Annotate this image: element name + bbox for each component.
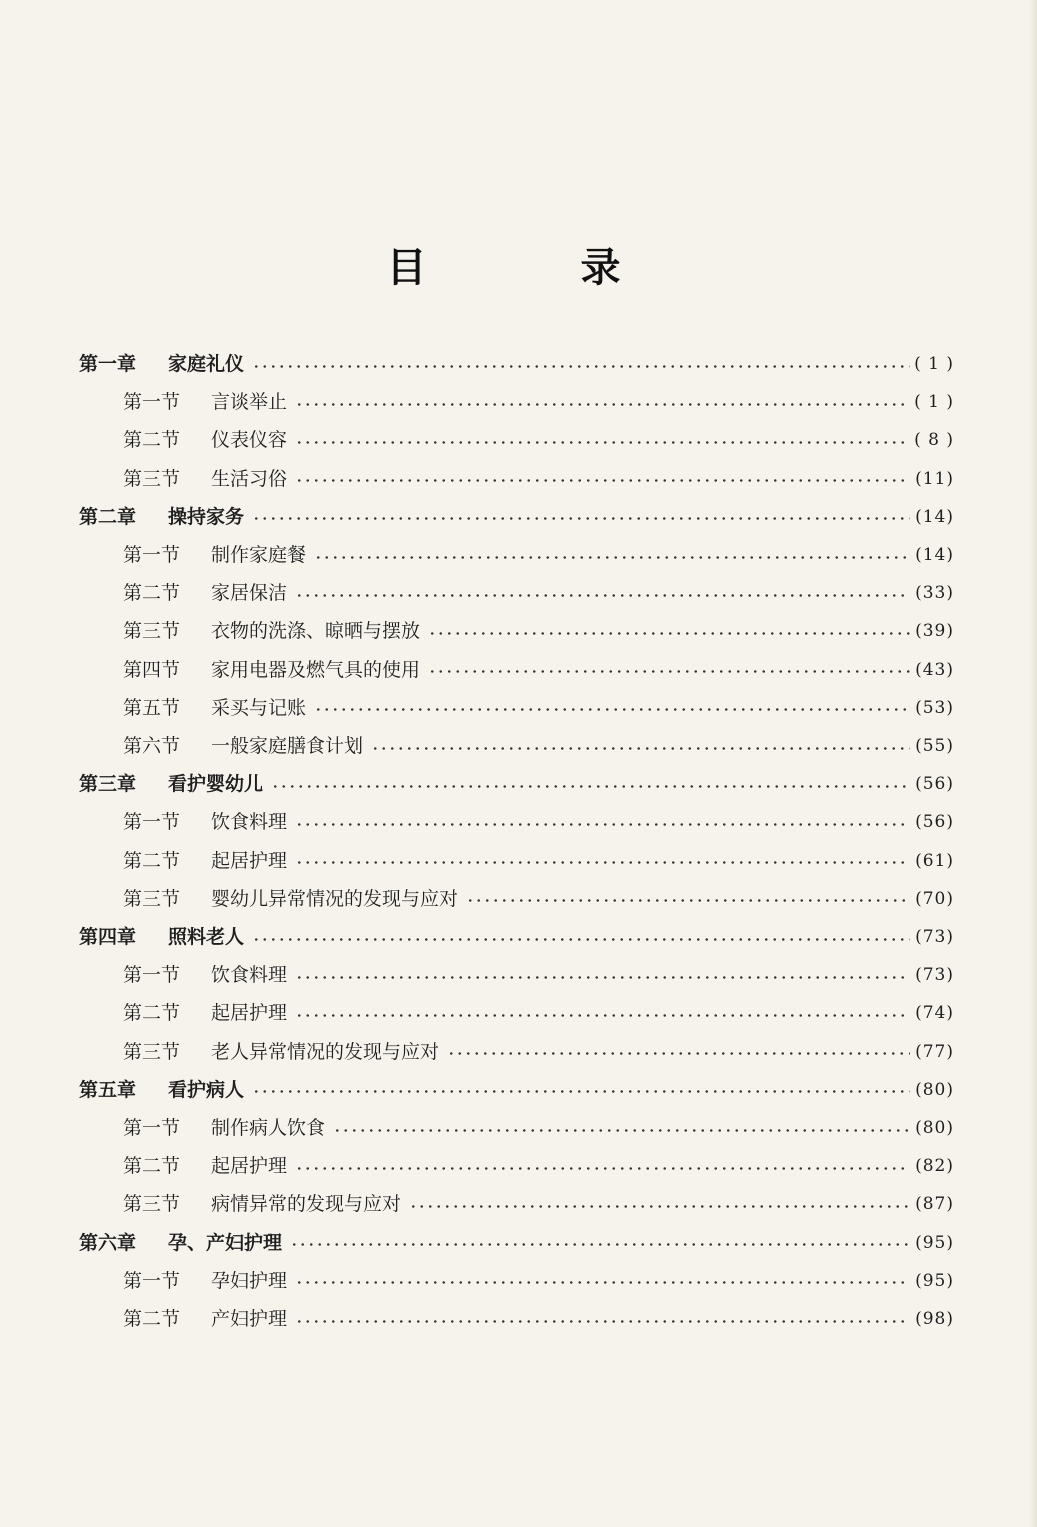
toc-page-number: (33)	[915, 583, 954, 604]
toc-entry-title: 制作病人饮食	[211, 1117, 326, 1139]
toc-chapter-row[interactable]	[79, 765, 954, 803]
toc-entry-number: 第三节	[123, 1040, 181, 1063]
dot-leader	[295, 594, 910, 597]
toc-section-row[interactable]	[123, 460, 954, 498]
toc-page-number: ( 8 )	[914, 430, 954, 451]
toc-section-row[interactable]	[123, 1109, 954, 1147]
toc-section-row[interactable]	[123, 651, 954, 689]
toc-page-number: ( 1 )	[914, 354, 954, 374]
toc-section-row[interactable]	[123, 1262, 954, 1300]
dot-leader	[409, 1205, 910, 1208]
toc-entry-title: 看护病人	[168, 1078, 245, 1101]
toc-entry-number: 第四章	[79, 926, 137, 948]
toc-entry-title: 一般家庭膳食计划	[211, 735, 364, 757]
toc-entry-number: 第五章	[79, 1078, 137, 1101]
toc-page-number: (53)	[915, 697, 954, 718]
dot-leader	[252, 517, 910, 520]
dot-leader	[295, 976, 910, 979]
toc-entry-title: 饮食料理	[211, 811, 288, 834]
toc-page-number: (14)	[915, 545, 954, 565]
toc-section-row[interactable]	[123, 880, 954, 918]
dot-leader	[295, 1014, 910, 1017]
dot-leader	[295, 441, 910, 444]
toc-entry-number: 第二节	[123, 429, 181, 452]
dot-leader	[295, 1167, 910, 1170]
toc-entry-number: 第四节	[123, 658, 181, 681]
dot-leader	[295, 1281, 910, 1284]
toc-entry-number: 第六章	[79, 1231, 137, 1254]
dot-leader	[252, 1090, 910, 1093]
toc-section-row[interactable]	[123, 727, 954, 765]
toc-entry-title: 起居护理	[211, 1002, 288, 1025]
toc-chapter-row[interactable]	[79, 1071, 954, 1109]
page-title: 目 录	[386, 245, 691, 291]
toc-page-number: (95)	[915, 1232, 954, 1253]
toc-page-number: (43)	[915, 659, 954, 680]
toc-entry-title: 照料老人	[168, 926, 245, 948]
dot-leader	[295, 823, 910, 826]
toc-page-number: (95)	[915, 1270, 954, 1291]
toc-section-row[interactable]	[123, 1033, 954, 1071]
toc-section-row[interactable]	[123, 689, 954, 727]
toc-page-number: (73)	[915, 927, 954, 947]
toc-entry-title: 生活习俗	[211, 467, 288, 490]
toc-entry-title: 衣物的洗涤、晾晒与摆放	[211, 620, 421, 643]
dot-leader	[295, 403, 910, 406]
dot-leader	[333, 1129, 910, 1132]
toc-page-number: (73)	[915, 965, 954, 986]
dot-leader	[295, 479, 910, 482]
toc-section-row[interactable]	[123, 421, 954, 459]
toc-chapter-row[interactable]	[79, 498, 954, 536]
toc-entry-title: 制作家庭餐	[211, 544, 307, 566]
toc-chapter-row[interactable]	[79, 918, 954, 956]
toc-page-number: (61)	[915, 850, 954, 871]
toc-entry-number: 第一章	[79, 353, 137, 375]
dot-leader	[295, 861, 910, 864]
toc-section-row[interactable]	[123, 994, 954, 1032]
toc-section-row[interactable]	[123, 1185, 954, 1223]
toc-page-number: (80)	[915, 1079, 954, 1100]
toc-entry-number: 第二章	[79, 505, 137, 528]
toc-entry-title: 看护婴幼儿	[168, 773, 264, 796]
dot-leader	[295, 1320, 910, 1323]
dot-leader	[252, 938, 910, 941]
dot-leader	[466, 899, 910, 902]
toc-page-number: (56)	[915, 812, 954, 833]
toc-entry-number: 第二节	[123, 582, 181, 605]
toc-entry-title: 家居保洁	[211, 582, 288, 605]
dot-leader	[271, 785, 910, 788]
toc-entry-number: 第三节	[123, 467, 181, 490]
dot-leader	[290, 1243, 910, 1246]
toc-entry-number: 第五节	[123, 696, 181, 719]
toc-entry-number: 第二节	[123, 1308, 181, 1330]
toc-chapter-row[interactable]	[79, 345, 954, 383]
toc-section-row[interactable]	[123, 574, 954, 612]
toc-entry-number: 第三节	[123, 620, 181, 643]
toc-entry-number: 第六节	[123, 735, 181, 757]
toc-page-number: (80)	[915, 1118, 954, 1138]
toc-entry-title: 婴幼儿异常情况的发现与应对	[211, 887, 459, 910]
toc-page-number: (77)	[915, 1041, 954, 1062]
page-edge	[1029, 0, 1037, 1527]
toc-entry-title: 饮食料理	[211, 964, 288, 987]
toc-entry-title: 孕妇护理	[211, 1269, 288, 1292]
toc-page-number: (74)	[915, 1003, 954, 1024]
toc-entry-number: 第三节	[123, 1193, 181, 1216]
toc-section-row[interactable]	[123, 1147, 954, 1185]
dot-leader	[428, 670, 910, 673]
toc-page-number: (82)	[915, 1156, 954, 1177]
toc-section-row[interactable]	[123, 1300, 954, 1338]
toc-entry-title: 采买与记账	[211, 696, 307, 719]
toc-page-number: (39)	[915, 621, 954, 642]
toc-entry-number: 第二节	[123, 1002, 181, 1025]
toc-chapter-row[interactable]	[79, 1224, 954, 1262]
toc-entry-title: 仪表仪容	[211, 429, 288, 452]
toc-page-number: (14)	[915, 506, 954, 527]
toc-entry-number: 第一节	[123, 391, 181, 414]
toc-page-number: ( 1 )	[914, 392, 954, 413]
toc-page-number: (55)	[915, 736, 954, 756]
toc-entry-title: 产妇护理	[211, 1308, 288, 1330]
toc-entry-number: 第二节	[123, 849, 181, 872]
toc-entry-title: 家用电器及燃气具的使用	[211, 658, 421, 681]
dot-leader	[428, 632, 910, 635]
toc-section-row[interactable]	[123, 612, 954, 650]
toc-entry-title: 老人异常情况的发现与应对	[211, 1040, 440, 1063]
toc-entry-title: 病情异常的发现与应对	[211, 1193, 402, 1216]
toc-entry-title: 操持家务	[168, 505, 245, 528]
toc-section-row[interactable]	[123, 956, 954, 994]
toc-page-number: (56)	[915, 774, 954, 795]
toc-entry-title: 孕、产妇护理	[168, 1231, 283, 1254]
toc-section-row[interactable]	[123, 842, 954, 880]
toc-entry-title: 言谈举止	[211, 391, 288, 414]
toc-entry-title: 起居护理	[211, 849, 288, 872]
toc-page-number: (70)	[915, 888, 954, 909]
toc-entry-number: 第二节	[123, 1155, 181, 1178]
toc-page-number: (11)	[915, 468, 954, 489]
toc-entry-title: 家庭礼仪	[168, 353, 245, 375]
toc-entry-number: 第三节	[123, 887, 181, 910]
toc-section-row[interactable]	[123, 536, 954, 574]
toc-entry-number: 第一节	[123, 544, 181, 566]
dot-leader	[252, 365, 910, 368]
dot-leader	[314, 708, 910, 711]
dot-leader	[314, 556, 910, 559]
toc-section-row[interactable]	[123, 803, 954, 841]
toc-entry-number: 第一节	[123, 1269, 181, 1292]
dot-leader	[371, 747, 910, 750]
toc-entry-title: 起居护理	[211, 1155, 288, 1178]
toc-entry-number: 第一节	[123, 1117, 181, 1139]
toc-entry-number: 第一节	[123, 811, 181, 834]
toc-entry-number: 第三章	[79, 773, 137, 796]
toc-section-row[interactable]	[123, 383, 954, 421]
dot-leader	[447, 1052, 910, 1055]
toc-page-number: (98)	[915, 1309, 954, 1329]
toc-entry-number: 第一节	[123, 964, 181, 987]
toc-page-number: (87)	[915, 1194, 954, 1215]
